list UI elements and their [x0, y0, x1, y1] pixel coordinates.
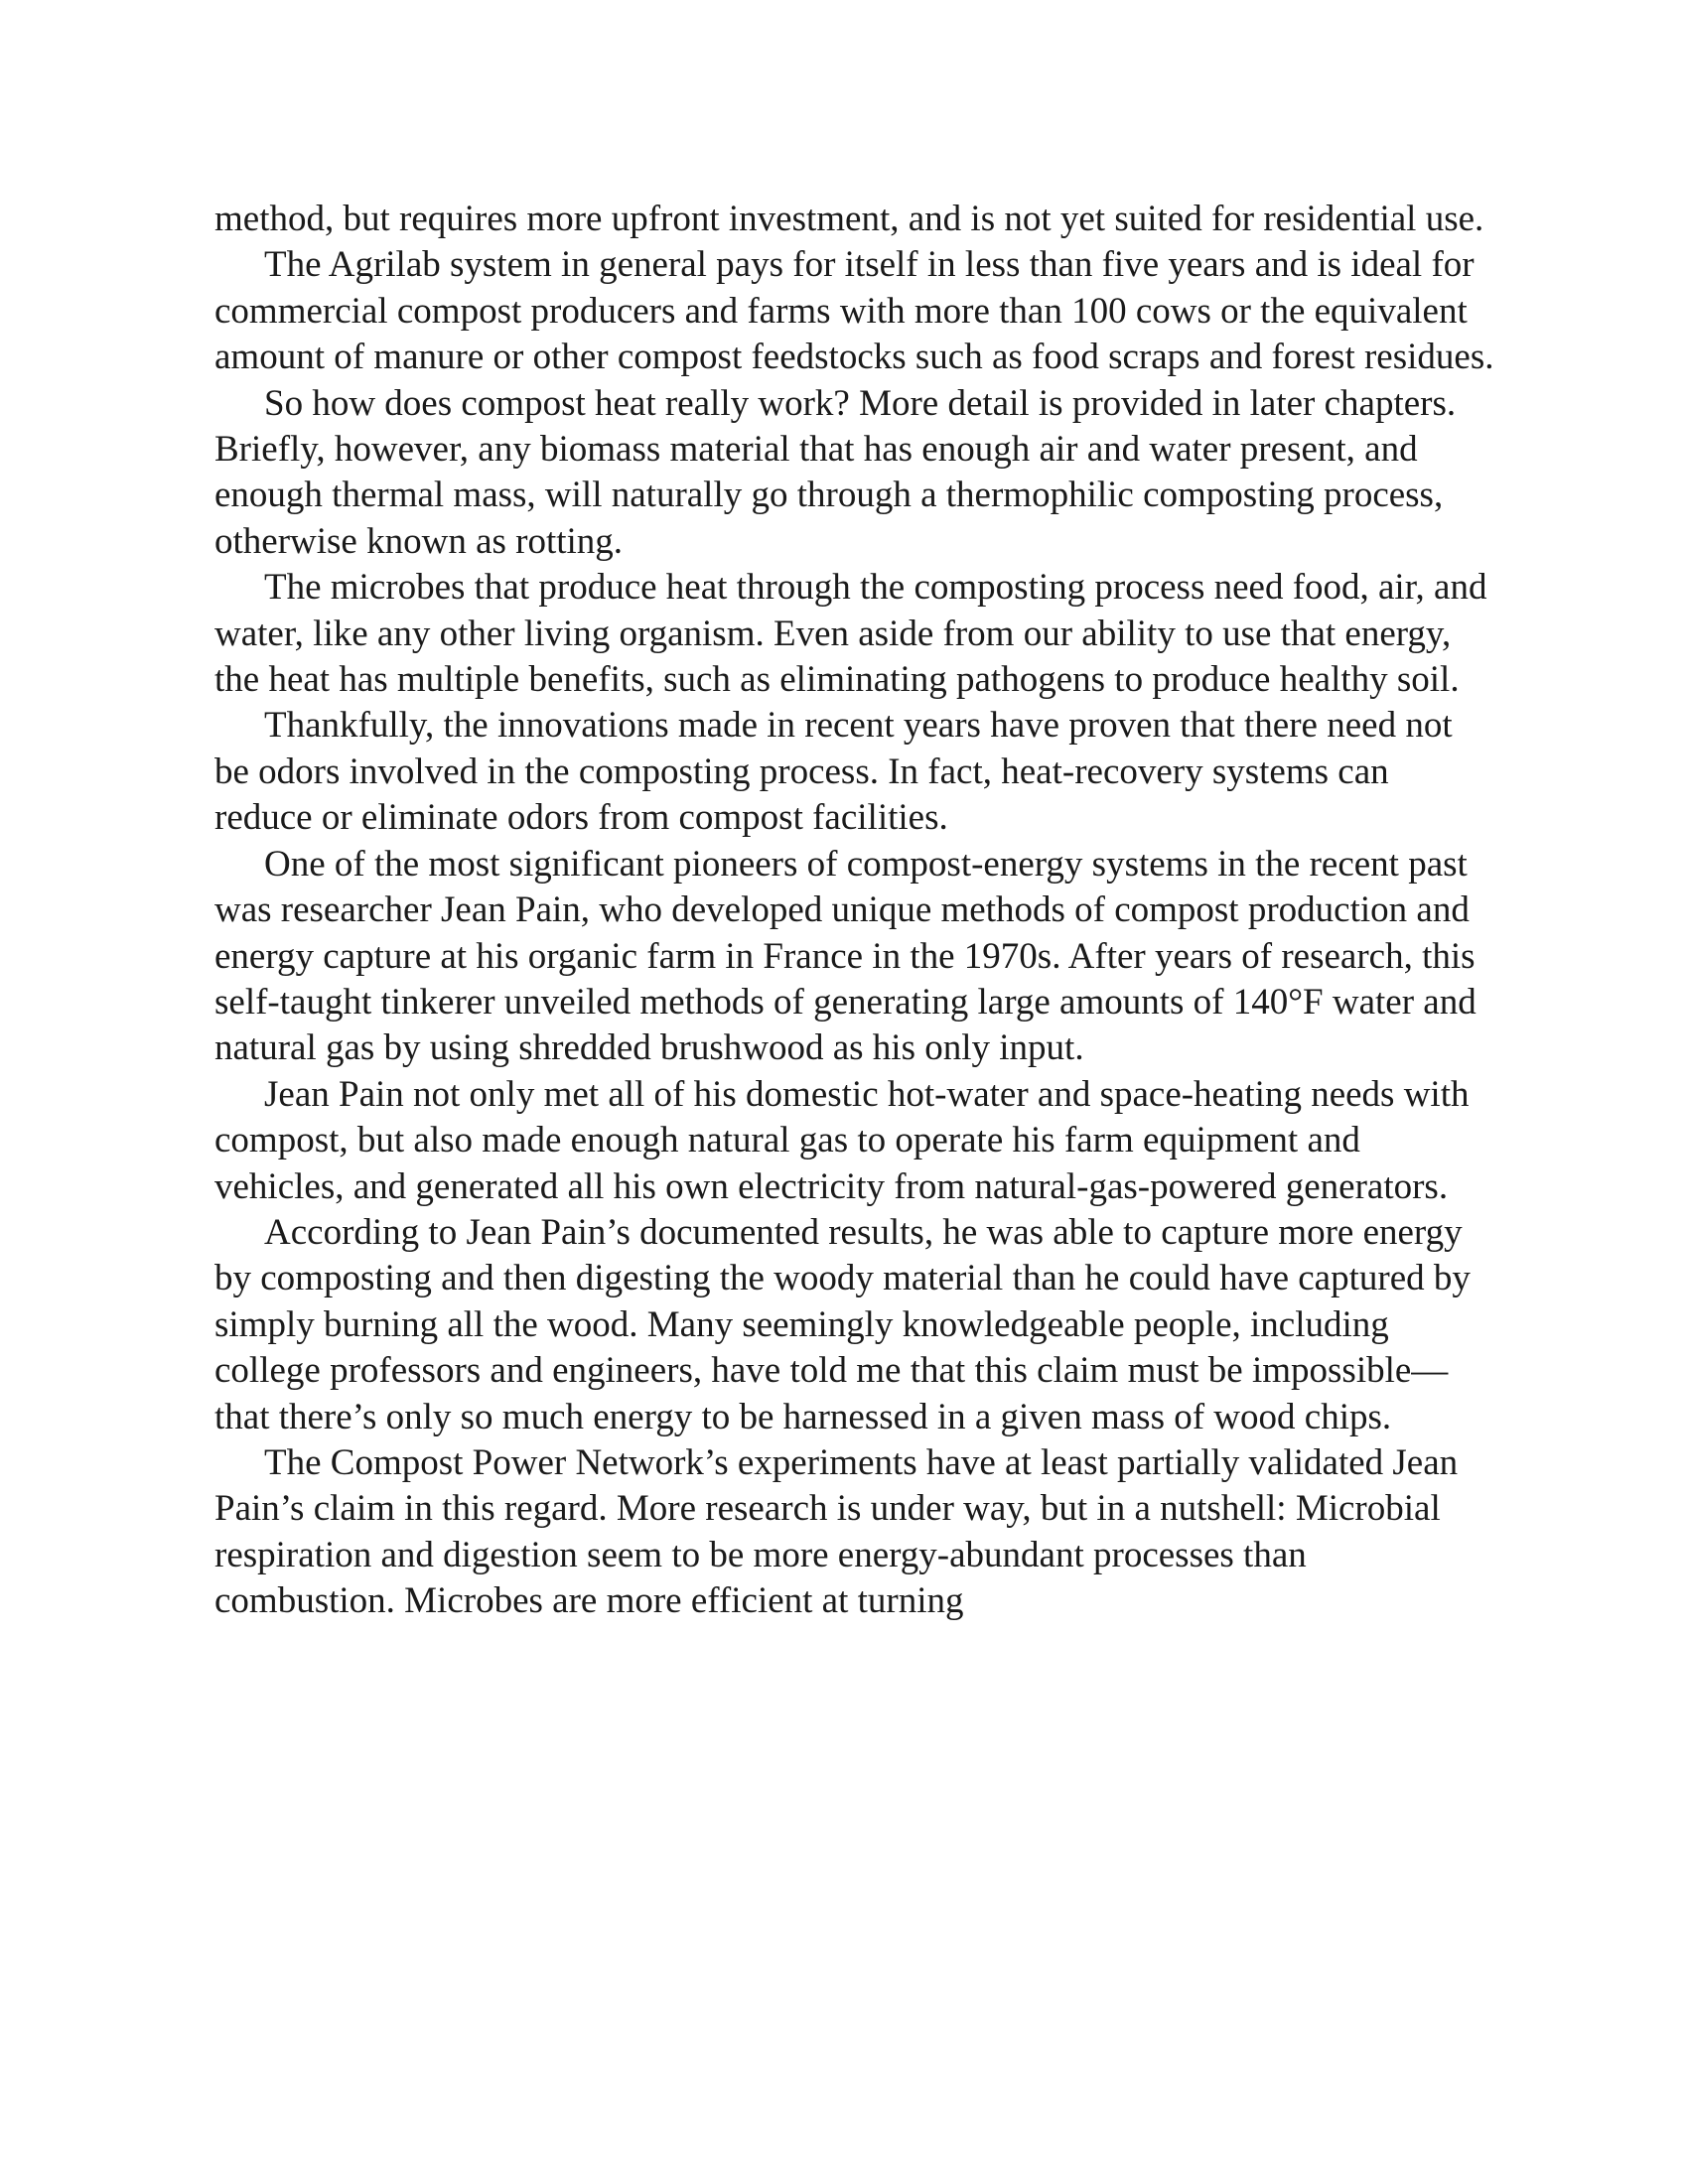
paragraph-1: method, but requires more upfront investment, and is not yet suited for residential use. — [214, 199, 1484, 239]
paragraph-7: Jean Pain not only met all of his domestic hot-water and space-heating needs with compost, but also made enough natural gas to operate his farm equipment and vehicles, and generated all his own electricity from natural-gas-powered generators. — [214, 1073, 1470, 1207]
paragraph-9: The Compost Power Network’s experiments have at least partially validated Jean Pain’s claim in this regard. More research is under way, but in a nutshell: Microbial respiration and digestion seem to be more energy-abundant processes than combustion. Microbes are more efficient at turning — [214, 1441, 1459, 1622]
body-text — [214, 197, 1495, 1625]
paragraph-3: So how does compost heat really work? More detail is provided in later chapters. Briefly, however, any biomass material that has enough air and water present, and enough thermal mass, will naturally go through a thermophilic composting process, otherwise known as rotting. — [214, 382, 1457, 562]
paragraph-8: According to Jean Pain’s documented results, he was able to capture more energy by composting and then digesting the woody material than he could have captured by simply burning all the wood. Many seemingly knowledgeable people, including college professors and engineers, have told me that this claim must be impossible—that there’s only so much energy to be harnessed in a given mass of wood chips. — [214, 1211, 1471, 1437]
paragraph-6: One of the most significant pioneers of compost-energy systems in the recent past was researcher Jean Pain, who developed unique methods of compost production and energy capture at his organic farm in France in the 1970s. After years of research, this self-taught tinkerer unveiled methods of generating large amounts of 140°F water and natural gas by using shredded brushwood as his only input. — [214, 843, 1477, 1069]
paragraph-4: The microbes that produce heat through the composting process need food, air, and water, like any other living organism. Even aside from our ability to use that energy, the heat has multiple benefits, such as eliminating pathogens to produce healthy soil. — [214, 567, 1487, 701]
paragraph-2: The Agrilab system in general pays for itself in less than five years and is ideal for commercial compost producers and farms with more than 100 cows or the equivalent amount of manure or other compost feedstocks such as food scraps and forest residues. — [214, 244, 1494, 378]
paragraph-5: Thankfully, the innovations made in recent years have proven that there need not be odors involved in the composting process. In fact, heat-recovery systems can reduce or eliminate odors from compost facilities. — [214, 705, 1453, 839]
